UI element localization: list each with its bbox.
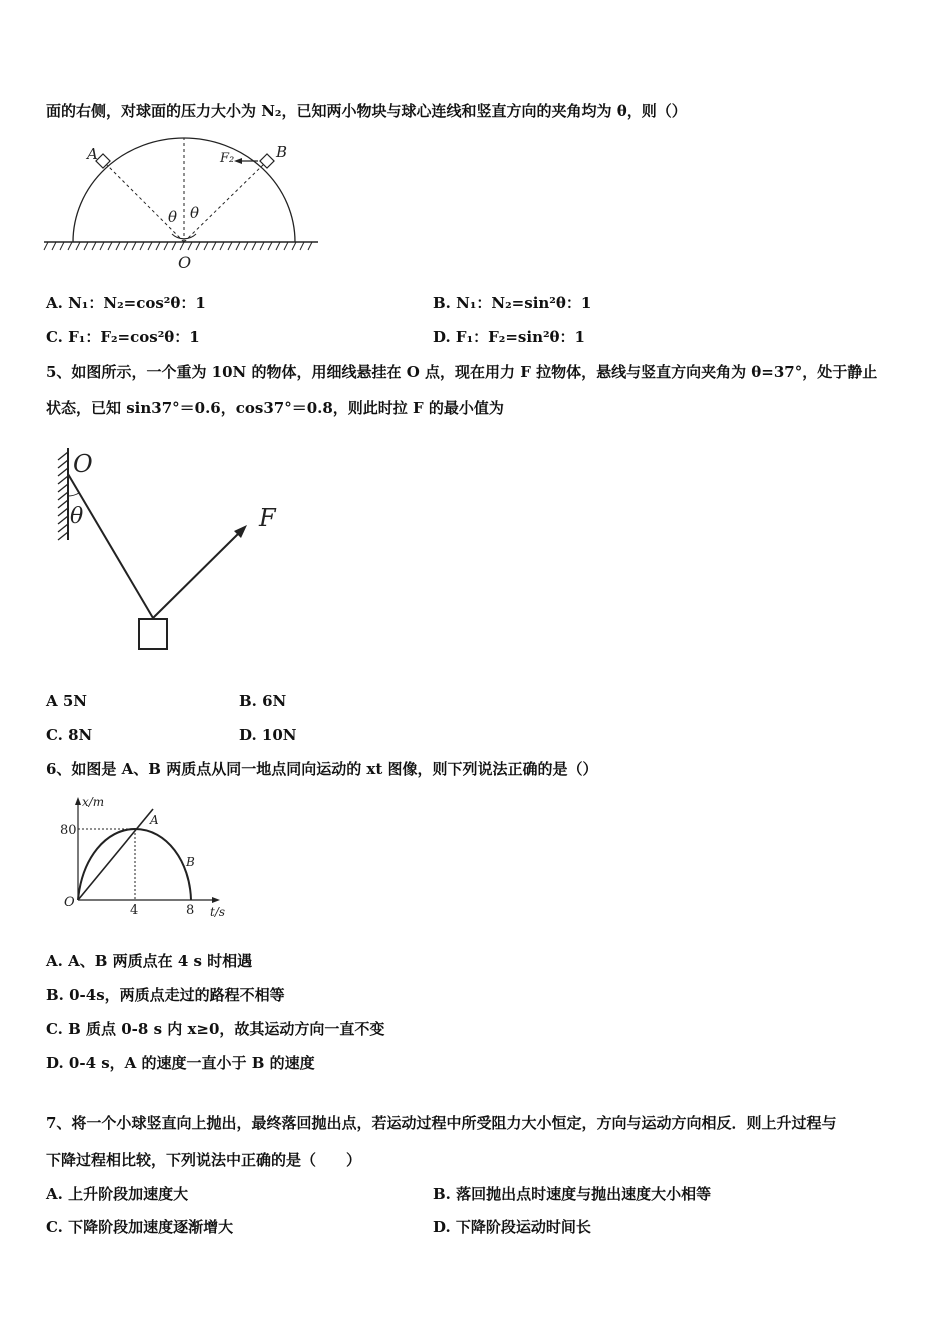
q4-theta-right: θ: [190, 204, 200, 222]
q4-label-b: B: [276, 143, 288, 161]
q5-option-a: A 5N: [46, 692, 88, 710]
q6-label-b: B: [186, 855, 195, 869]
q6-option-c: C. B 质点 0-8 s 内 x≥0，故其运动方向一直不变: [46, 1020, 385, 1038]
q4-option-a: A. N₁：N₂=cos²θ：1: [46, 294, 206, 312]
q6-x-tick-4: 4: [130, 903, 139, 918]
q6-option-b: B. 0-4s，两质点走过的路程不相等: [46, 986, 285, 1004]
q7-stem-line1: 7、将一个小球竖直向上抛出，最终落回抛出点，若运动过程中所受阻力大小恒定，方向与运动方向相反．则上升过程与: [46, 1114, 837, 1132]
q5-figure: [52, 444, 312, 659]
q6-label-a: A: [150, 813, 159, 827]
q4-theta-left: θ: [168, 208, 178, 226]
q5-label-f: F: [259, 504, 276, 532]
q6-y-tick-80: 80: [60, 823, 77, 838]
q5-option-b: B. 6N: [239, 692, 287, 710]
q5-stem-line1: 5、如图所示，一个重为 10N 的物体，用细线悬挂在 O 点，现在用力 F 拉物体，悬线与竖直方向夹角为 θ=37°，处于静止: [46, 363, 878, 381]
q7-option-d: D. 下降阶段运动时间长: [433, 1218, 591, 1236]
q7-stem-line2: 下降过程相比较，下列说法中正确的是（ ）: [46, 1151, 362, 1169]
q6-y-axis-label: x/m: [82, 795, 105, 809]
q6-origin-label: O: [64, 895, 75, 910]
q6-option-d: D. 0-4 s，A 的速度一直小于 B 的速度: [46, 1054, 315, 1072]
q6-xt-graph: [60, 792, 260, 917]
q4-label-a: A: [87, 145, 98, 163]
q5-label-theta: θ: [70, 504, 84, 529]
q5-option-d: D. 10N: [239, 726, 297, 744]
q5-stem-line2: 状态，已知 sin37°＝0.6，cos37°＝0.8，则此时拉 F 的最小值为: [46, 399, 504, 417]
q4-option-d: D. F₁：F₂=sin²θ：1: [433, 328, 585, 346]
q5-label-o: O: [73, 450, 93, 478]
q7-option-b: B. 落回抛出点时速度与抛出速度大小相等: [433, 1185, 712, 1203]
q4-intro-line: 面的右侧，对球面的压力大小为 N₂，已知两小物块与球心连线和竖直方向的夹角均为 θ，则（）: [46, 102, 687, 120]
q4-option-b: B. N₁：N₂=sin²θ：1: [433, 294, 592, 312]
q4-label-f2: F₂: [220, 151, 235, 166]
q7-option-c: C. 下降阶段加速度逐渐增大: [46, 1218, 234, 1236]
q7-option-a: A. 上升阶段加速度大: [46, 1185, 189, 1203]
q6-x-tick-8: 8: [186, 903, 195, 918]
q6-x-axis-label: t/s: [210, 905, 226, 919]
q4-label-o: O: [178, 253, 192, 272]
q6-option-a: A. A、B 两质点在 4 s 时相遇: [46, 952, 253, 970]
q6-stem-line1: 6、如图是 A、B 两质点从同一地点同向运动的 xt 图像，则下列说法正确的是（）: [46, 760, 598, 778]
q5-option-c: C. 8N: [46, 726, 93, 744]
q4-option-c: C. F₁：F₂=cos²θ：1: [46, 328, 200, 346]
q4-hemisphere-figure: [44, 138, 324, 273]
